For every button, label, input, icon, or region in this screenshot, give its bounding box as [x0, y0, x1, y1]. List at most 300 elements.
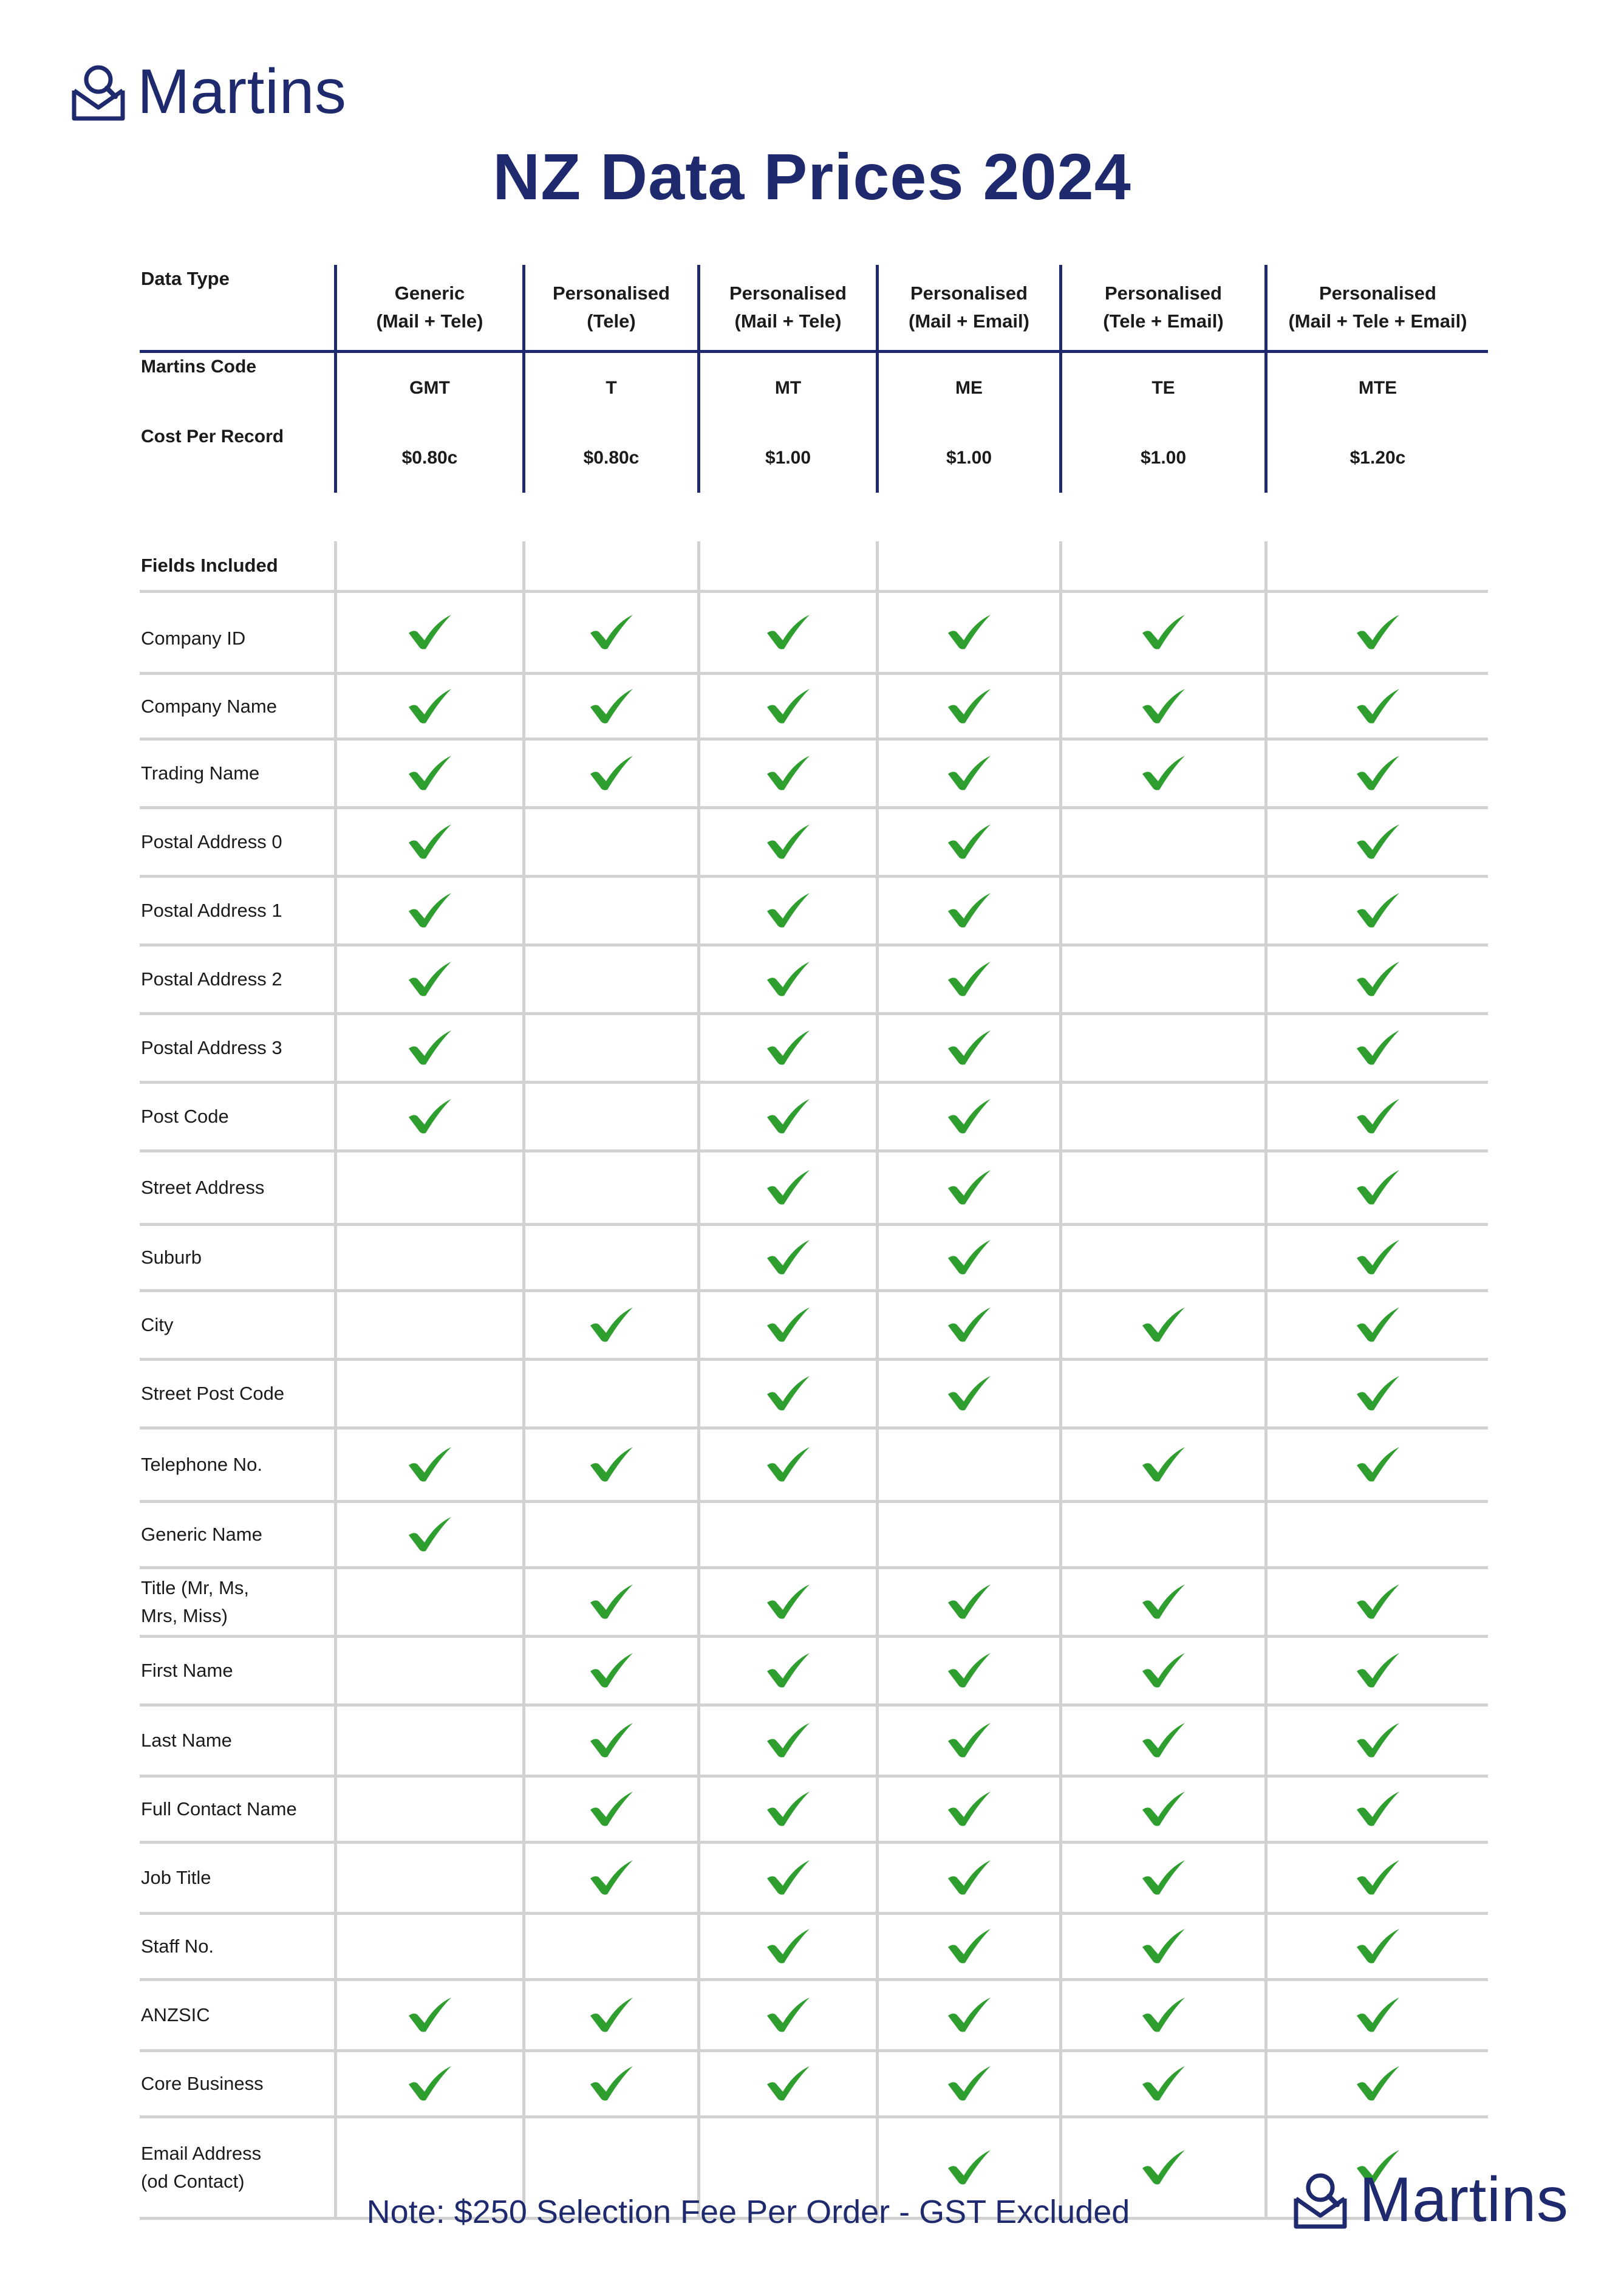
field-label: Postal Address 0 [141, 831, 282, 852]
martins-code-label: Martins Code [141, 357, 257, 377]
field-label: Postal Address 1 [141, 900, 282, 921]
table-row [140, 1844, 1488, 1915]
checkmark-icon [765, 1029, 812, 1067]
checkmark-cell [1264, 809, 1488, 875]
field-label: Trading Name [141, 762, 260, 784]
checkmark-cell [876, 1292, 1059, 1358]
checkmark-cell [1264, 947, 1488, 1012]
checkmark-cell [334, 1015, 522, 1081]
checkmark-cell [522, 741, 697, 806]
checkmark-icon [765, 1375, 812, 1412]
column-header-title: Personalised [1105, 282, 1222, 304]
table-row [140, 1503, 1488, 1569]
checkmark-cell [1264, 675, 1488, 738]
checkmark-cell [876, 1915, 1059, 1978]
empty-cell [522, 541, 697, 590]
checkmark-icon [588, 614, 635, 651]
checkmark-cell [334, 878, 522, 943]
checkmark-icon [946, 960, 993, 998]
checkmark-cell [876, 809, 1059, 875]
field-label: Full Contact Name [141, 1798, 297, 1820]
table-row [140, 1226, 1488, 1292]
empty-cell [334, 1638, 522, 1703]
empty-cell [1264, 1503, 1488, 1566]
checkmark-cell [876, 1226, 1059, 1289]
cost-cell: $1.00 [876, 423, 1059, 493]
column-header-subtitle: (Mail + Tele) [376, 310, 483, 332]
field-label: Generic Name [141, 1524, 262, 1545]
fields-included-row [140, 541, 1488, 593]
checkmark-cell [697, 593, 876, 672]
checkmark-cell [522, 1292, 697, 1358]
checkmark-icon [1140, 755, 1187, 792]
checkmark-cell [1264, 741, 1488, 806]
checkmark-cell [697, 1015, 876, 1081]
empty-cell [334, 1361, 522, 1426]
checkmark-icon [765, 1446, 812, 1484]
checkmark-cell [334, 947, 522, 1012]
checkmark-icon [1354, 892, 1402, 929]
table-row [140, 1361, 1488, 1429]
field-label: Company ID [141, 628, 246, 649]
checkmark-cell [1059, 1429, 1264, 1500]
checkmark-cell [1264, 1084, 1488, 1149]
checkmark-icon [1140, 1928, 1187, 1965]
checkmark-cell [697, 1915, 876, 1978]
checkmark-cell [876, 593, 1059, 672]
column-header-subtitle: (Mail + Email) [909, 310, 1029, 332]
checkmark-icon [1140, 1446, 1187, 1484]
cost-cell: $1.20c [1264, 423, 1488, 493]
empty-cell [876, 1429, 1059, 1500]
empty-cell [334, 1707, 522, 1775]
cost-per-record-row [140, 423, 1488, 493]
checkmark-cell [876, 2052, 1059, 2115]
checkmark-icon [406, 614, 454, 651]
column-header-subtitle: (Mail + Tele + Email) [1288, 310, 1467, 332]
checkmark-cell [1059, 1707, 1264, 1775]
checkmark-icon [588, 755, 635, 792]
checkmark-cell [876, 1569, 1059, 1635]
field-label: Street Address [141, 1177, 265, 1198]
checkmark-icon [406, 960, 454, 998]
checkmark-cell [1264, 1707, 1488, 1775]
field-label: ANZSIC [141, 2004, 210, 2025]
column-header-title: Personalised [1319, 282, 1436, 304]
checkmark-icon [1354, 2065, 1402, 2103]
checkmark-icon [1140, 1306, 1187, 1344]
checkmark-icon [765, 755, 812, 792]
checkmark-cell [334, 741, 522, 806]
checkmark-icon [946, 755, 993, 792]
page-title: NZ Data Prices 2024 [493, 140, 1131, 213]
envelope-magnifier-icon [1290, 2167, 1351, 2234]
checkmark-icon [1140, 2149, 1187, 2186]
checkmark-cell [1264, 1915, 1488, 1978]
checkmark-icon [765, 1790, 812, 1828]
checkmark-icon [1354, 1859, 1402, 1897]
cost-cell: $1.00 [697, 423, 876, 493]
checkmark-cell [334, 593, 522, 672]
field-label: Suburb [141, 1247, 202, 1268]
checkmark-icon [765, 1722, 812, 1759]
checkmark-icon [946, 1790, 993, 1828]
empty-cell [334, 541, 522, 590]
checkmark-icon [588, 1583, 635, 1621]
checkmark-icon [946, 1306, 993, 1344]
checkmark-icon [946, 1169, 993, 1207]
checkmark-icon [1354, 1996, 1402, 2034]
checkmark-cell [1059, 1778, 1264, 1841]
checkmark-cell [1264, 2052, 1488, 2115]
checkmark-icon [765, 614, 812, 651]
table-gap [140, 493, 1488, 541]
checkmark-cell [697, 1226, 876, 1289]
empty-cell [1264, 541, 1488, 590]
empty-cell [876, 1503, 1059, 1566]
checkmark-icon [765, 1306, 812, 1344]
brand-logo-top [68, 56, 346, 128]
checkmark-icon [1140, 1996, 1187, 2034]
table-row [140, 1015, 1488, 1084]
checkmark-icon [406, 688, 454, 725]
empty-cell [1059, 1015, 1264, 1081]
checkmark-cell [697, 1569, 876, 1635]
checkmark-cell [1059, 1915, 1264, 1978]
empty-cell [1059, 809, 1264, 875]
checkmark-cell [1264, 1981, 1488, 2049]
empty-cell [1059, 1152, 1264, 1223]
envelope-magnifier-icon [68, 59, 129, 126]
checkmark-cell [876, 878, 1059, 943]
checkmark-icon [946, 892, 993, 929]
table-header-row [140, 265, 1488, 353]
checkmark-icon [946, 1098, 993, 1135]
checkmark-cell [1059, 675, 1264, 738]
checkmark-icon [1140, 1652, 1187, 1689]
checkmark-cell [522, 1844, 697, 1912]
fields-included-label: Fields Included [141, 555, 278, 576]
checkmark-icon [1354, 1098, 1402, 1135]
checkmark-icon [765, 1169, 812, 1207]
checkmark-icon [946, 1652, 993, 1689]
checkmark-icon [765, 1239, 812, 1276]
price-table [140, 265, 1488, 2220]
column-header [522, 265, 697, 350]
checkmark-cell [697, 1084, 876, 1149]
empty-cell [1059, 878, 1264, 943]
checkmark-icon [1354, 1583, 1402, 1621]
checkmark-cell [697, 1778, 876, 1841]
checkmark-cell [1264, 1152, 1488, 1223]
code-cell: MTE [1264, 353, 1488, 423]
martins-code-row [140, 353, 1488, 423]
footer-note-text: Note: $250 Selection Fee Per Order - GST Excluded [366, 2194, 1130, 2230]
table-row [140, 2052, 1488, 2118]
checkmark-icon [946, 823, 993, 861]
field-label: Staff No. [141, 1936, 214, 1957]
cost-cell: $0.80c [334, 423, 522, 493]
checkmark-icon [588, 1790, 635, 1828]
empty-cell [334, 1778, 522, 1841]
empty-cell [522, 1915, 697, 1978]
checkmark-cell [876, 1638, 1059, 1703]
table-row [140, 1152, 1488, 1226]
field-label: Street Post Code [141, 1383, 285, 1404]
checkmark-icon [765, 1996, 812, 2034]
checkmark-icon [946, 1029, 993, 1067]
checkmark-icon [1140, 2065, 1187, 2103]
checkmark-icon [406, 823, 454, 861]
checkmark-cell [697, 741, 876, 806]
code-cell: GMT [334, 353, 522, 423]
checkmark-cell [334, 2052, 522, 2115]
code-cell: T [522, 353, 697, 423]
checkmark-icon [946, 688, 993, 725]
checkmark-cell [1264, 1292, 1488, 1358]
checkmark-cell [1264, 878, 1488, 943]
checkmark-icon [1354, 1169, 1402, 1207]
table-row [140, 675, 1488, 741]
code-cell: TE [1059, 353, 1264, 423]
checkmark-icon [946, 1996, 993, 2034]
checkmark-cell [1059, 593, 1264, 672]
checkmark-icon [1354, 1375, 1402, 1412]
empty-cell [522, 1015, 697, 1081]
checkmark-icon [946, 1583, 993, 1621]
empty-cell [522, 809, 697, 875]
field-label: Postal Address 2 [141, 968, 282, 990]
field-label: First Name [141, 1660, 233, 1681]
field-label: Telephone No. [141, 1454, 262, 1475]
checkmark-icon [1140, 614, 1187, 651]
checkmark-icon [406, 2065, 454, 2103]
checkmark-icon [1140, 688, 1187, 725]
field-label: Email Address (od Contact) [141, 2143, 262, 2192]
empty-cell [697, 541, 876, 590]
checkmark-icon [588, 2065, 635, 2103]
checkmark-cell [1059, 1844, 1264, 1912]
checkmark-icon [588, 1996, 635, 2034]
checkmark-cell [522, 2052, 697, 2115]
empty-cell [522, 947, 697, 1012]
checkmark-icon [765, 1583, 812, 1621]
field-label: Company Name [141, 695, 277, 717]
empty-cell [522, 1084, 697, 1149]
empty-cell [522, 1503, 697, 1566]
column-header-subtitle: (Tele) [587, 310, 636, 332]
checkmark-cell [876, 1778, 1059, 1841]
checkmark-cell [1264, 1844, 1488, 1912]
checkmark-cell [1059, 1569, 1264, 1635]
empty-cell [334, 1569, 522, 1635]
empty-cell [522, 1152, 697, 1223]
checkmark-icon [1140, 1790, 1187, 1828]
cost-cell: $0.80c [522, 423, 697, 493]
field-label: Core Business [141, 2073, 264, 2094]
column-header [697, 265, 876, 350]
checkmark-icon [1354, 823, 1402, 861]
checkmark-cell [522, 1707, 697, 1775]
checkmark-icon [1354, 960, 1402, 998]
column-header-title: Personalised [729, 282, 847, 304]
checkmark-cell [697, 2052, 876, 2115]
checkmark-icon [765, 892, 812, 929]
checkmark-cell [1059, 1638, 1264, 1703]
table-row [140, 1084, 1488, 1152]
checkmark-cell [334, 1084, 522, 1149]
checkmark-cell [1059, 741, 1264, 806]
checkmark-icon [946, 1928, 993, 1965]
checkmark-cell [876, 1844, 1059, 1912]
empty-cell [1059, 541, 1264, 590]
field-label: Last Name [141, 1730, 232, 1751]
empty-cell [876, 541, 1059, 590]
empty-cell [522, 1226, 697, 1289]
empty-cell [697, 1503, 876, 1566]
checkmark-cell [334, 675, 522, 738]
table-row [140, 1638, 1488, 1707]
checkmark-cell [1059, 1292, 1264, 1358]
field-label: Job Title [141, 1867, 211, 1888]
checkmark-cell [522, 675, 697, 738]
checkmark-icon [946, 1375, 993, 1412]
brand-name: Martins [137, 56, 347, 127]
checkmark-icon [1354, 614, 1402, 651]
column-header-title: Generic [394, 282, 465, 304]
checkmark-icon [1140, 1583, 1187, 1621]
column-header [876, 265, 1059, 350]
checkmark-cell [697, 809, 876, 875]
checkmark-icon [588, 1306, 635, 1344]
checkmark-cell [522, 1778, 697, 1841]
checkmark-cell [697, 1844, 876, 1912]
field-label: City [141, 1314, 174, 1335]
checkmark-cell [697, 878, 876, 943]
checkmark-cell [697, 1292, 876, 1358]
column-header-title: Personalised [910, 282, 1028, 304]
checkmark-icon [946, 1239, 993, 1276]
column-header [334, 265, 522, 350]
checkmark-cell [1264, 1569, 1488, 1635]
field-label: Postal Address 3 [141, 1037, 282, 1058]
brand-name: Martins [1359, 2165, 1569, 2235]
checkmark-icon [1354, 1790, 1402, 1828]
checkmark-icon [1140, 1859, 1187, 1897]
checkmark-icon [406, 1996, 454, 2034]
table-row [140, 1292, 1488, 1361]
checkmark-icon [588, 1652, 635, 1689]
table-row [140, 947, 1488, 1015]
checkmark-icon [946, 2065, 993, 2103]
checkmark-icon [406, 1029, 454, 1067]
checkmark-cell [1059, 1981, 1264, 2049]
empty-cell [522, 1361, 697, 1426]
table-row [140, 741, 1488, 809]
checkmark-icon [1354, 1722, 1402, 1759]
checkmark-icon [765, 1928, 812, 1965]
checkmark-cell [522, 1638, 697, 1703]
checkmark-cell [522, 1429, 697, 1500]
checkmark-cell [697, 1361, 876, 1426]
table-row [140, 1429, 1488, 1503]
checkmark-icon [946, 1859, 993, 1897]
checkmark-cell [876, 675, 1059, 738]
checkmark-cell [522, 1981, 697, 2049]
code-cell: MT [697, 353, 876, 423]
empty-cell [1059, 947, 1264, 1012]
checkmark-cell [876, 1084, 1059, 1149]
checkmark-icon [765, 823, 812, 861]
checkmark-cell [876, 1707, 1059, 1775]
checkmark-icon [588, 1722, 635, 1759]
data-type-header: Data Type [141, 268, 230, 289]
empty-cell [334, 1292, 522, 1358]
table-row [140, 593, 1488, 675]
empty-cell [1059, 1226, 1264, 1289]
empty-cell [1059, 1361, 1264, 1426]
empty-cell [334, 1915, 522, 1978]
column-header-subtitle: (Tele + Email) [1103, 310, 1224, 332]
table-row [140, 809, 1488, 878]
checkmark-cell [697, 1638, 876, 1703]
checkmark-cell [697, 1981, 876, 2049]
field-label: Post Code [141, 1106, 229, 1127]
checkmark-cell [1264, 1015, 1488, 1081]
checkmark-cell [876, 741, 1059, 806]
checkmark-icon [1354, 1446, 1402, 1484]
checkmark-icon [765, 1098, 812, 1135]
checkmark-icon [1354, 1306, 1402, 1344]
checkmark-cell [876, 1015, 1059, 1081]
checkmark-icon [765, 960, 812, 998]
checkmark-icon [406, 1098, 454, 1135]
empty-cell [1059, 1084, 1264, 1149]
column-header [1264, 265, 1488, 350]
cost-per-record-label: Cost Per Record [141, 426, 284, 447]
brand-logo-bottom [1290, 2164, 1568, 2236]
checkmark-cell [697, 947, 876, 1012]
checkmark-cell [334, 1981, 522, 2049]
checkmark-icon [946, 2149, 993, 2186]
empty-cell [334, 1844, 522, 1912]
checkmark-cell [1264, 1778, 1488, 1841]
table-row [140, 1778, 1488, 1844]
checkmark-icon [1140, 1722, 1187, 1759]
checkmark-cell [697, 1707, 876, 1775]
checkmark-cell [1264, 593, 1488, 672]
checkmark-cell [1264, 1638, 1488, 1703]
checkmark-icon [1354, 688, 1402, 725]
checkmark-cell [1059, 2052, 1264, 2115]
checkmark-cell [1264, 1429, 1488, 1500]
checkmark-icon [765, 2065, 812, 2103]
checkmark-icon [406, 1516, 454, 1553]
checkmark-cell [697, 1152, 876, 1223]
checkmark-cell [334, 1429, 522, 1500]
checkmark-cell [334, 809, 522, 875]
checkmark-icon [1354, 1652, 1402, 1689]
checkmark-cell [876, 1361, 1059, 1426]
column-header [1059, 265, 1264, 350]
checkmark-icon [765, 1652, 812, 1689]
checkmark-cell [1264, 1226, 1488, 1289]
checkmark-cell [876, 947, 1059, 1012]
empty-cell [334, 1226, 522, 1289]
checkmark-icon [1354, 755, 1402, 792]
checkmark-cell [334, 1503, 522, 1566]
empty-cell [334, 1152, 522, 1223]
